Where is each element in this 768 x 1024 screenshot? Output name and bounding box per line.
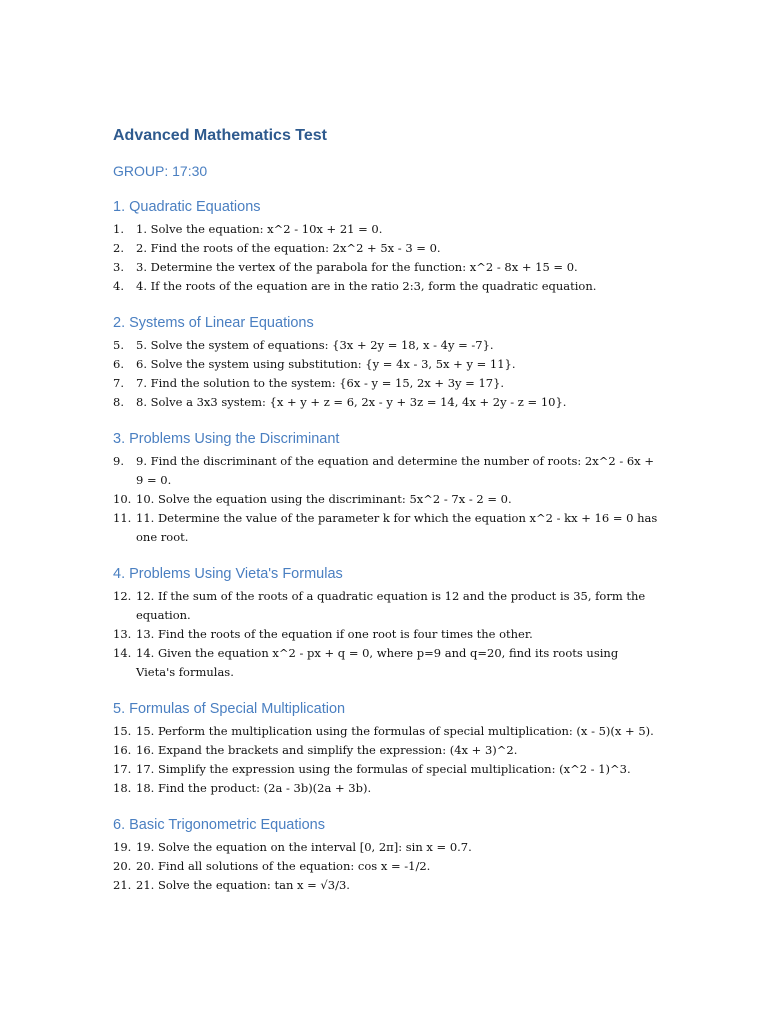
section	[113, 314, 658, 412]
question-text: 8. Solve a 3x3 system: {x + y + z = 6, 2x - y + 3z = 14, 4x + 2y - z = 10}.	[136, 395, 567, 409]
question-text: 19. Solve the equation on the interval [0, 2π]: sin x = 0.7.	[136, 840, 472, 854]
question-item	[113, 452, 658, 490]
question-text: 5. Solve the system of equations: {3x + 2y = 18, x - 4y = -7}.	[136, 338, 494, 352]
section-heading: 3. Problems Using the Discriminant	[113, 431, 340, 447]
question-text: 17. Simplify the expression using the formulas of special multiplication: (x^2 - 1)^3.	[136, 762, 631, 776]
section-heading: 1. Quadratic Equations	[113, 199, 261, 215]
section-heading: 6. Basic Trigonometric Equations	[113, 817, 325, 833]
group-label: GROUP: 17:30	[113, 163, 208, 179]
question-text: 18. Find the product: (2a - 3b)(2a + 3b).	[136, 781, 372, 795]
document-content	[113, 126, 658, 895]
question-item	[113, 779, 658, 798]
question-item	[113, 587, 658, 625]
question-item	[113, 393, 658, 412]
question-number: 11.	[113, 511, 132, 525]
question-text: 3. Determine the vertex of the parabola for the function: x^2 - 8x + 15 = 0.	[136, 260, 578, 274]
question-item	[113, 741, 658, 760]
question-item	[113, 857, 658, 876]
question-item	[113, 644, 658, 682]
question-number: 6.	[113, 357, 124, 371]
question-text: 13. Find the roots of the equation if one root is four times the other.	[136, 627, 533, 641]
question-number: 9.	[113, 454, 124, 468]
section-heading: 5. Formulas of Special Multiplication	[113, 701, 346, 717]
question-list	[113, 587, 658, 682]
question-item	[113, 374, 658, 393]
question-list	[113, 336, 658, 412]
question-text: 10. Solve the equation using the discriminant: 5x^2 - 7x - 2 = 0.	[136, 492, 512, 506]
question-text: 14. Given the equation x^2 - px + q = 0, where p=9 and q=20, find its roots using Vieta's formulas.	[136, 646, 619, 679]
section	[113, 816, 658, 895]
question-number: 5.	[113, 338, 124, 352]
section	[113, 198, 658, 296]
question-text: 15. Perform the multiplication using the formulas of special multiplication: (x - 5)(x + 5).	[136, 724, 654, 738]
question-text: 4. If the roots of the equation are in the ratio 2:3, form the quadratic equation.	[136, 279, 597, 293]
sections-container	[113, 198, 658, 895]
question-number: 8.	[113, 395, 124, 409]
question-list	[113, 722, 658, 798]
question-number: 20.	[113, 859, 132, 873]
question-item	[113, 490, 658, 509]
question-item	[113, 838, 658, 857]
question-text: 20. Find all solutions of the equation: cos x = -1/2.	[136, 859, 431, 873]
question-item	[113, 509, 658, 547]
question-item	[113, 355, 658, 374]
document-title: Advanced Mathematics Test	[113, 127, 327, 144]
section-heading: 4. Problems Using Vieta's Formulas	[113, 566, 343, 582]
question-number: 15.	[113, 724, 132, 738]
question-text: 21. Solve the equation: tan x = √3/3.	[136, 878, 350, 892]
question-number: 12.	[113, 589, 132, 603]
question-number: 10.	[113, 492, 132, 506]
question-number: 21.	[113, 878, 132, 892]
question-item	[113, 336, 658, 355]
question-item	[113, 277, 658, 296]
question-item	[113, 239, 658, 258]
question-text: 9. Find the discriminant of the equation and determine the number of roots: 2x^2 - 6x + 9 = 0.	[136, 454, 654, 487]
question-item	[113, 760, 658, 779]
question-item	[113, 722, 658, 741]
section	[113, 565, 658, 682]
section	[113, 430, 658, 547]
question-text: 11. Determine the value of the parameter k for which the equation x^2 - kx + 16 = 0 has one root.	[136, 511, 658, 544]
question-text: 12. If the sum of the roots of a quadratic equation is 12 and the product is 35, form the equation.	[136, 589, 646, 622]
question-number: 4.	[113, 279, 124, 293]
question-number: 7.	[113, 376, 124, 390]
section	[113, 700, 658, 798]
question-number: 19.	[113, 840, 132, 854]
question-text: 16. Expand the brackets and simplify the expression: (4x + 3)^2.	[136, 743, 518, 757]
question-number: 3.	[113, 260, 124, 274]
question-text: 2. Find the roots of the equation: 2x^2 + 5x - 3 = 0.	[136, 241, 441, 255]
question-number: 18.	[113, 781, 132, 795]
question-number: 13.	[113, 627, 132, 641]
section-heading: 2. Systems of Linear Equations	[113, 315, 314, 331]
question-number: 1.	[113, 222, 124, 236]
question-number: 16.	[113, 743, 132, 757]
question-item	[113, 625, 658, 644]
question-item	[113, 876, 658, 895]
question-number: 2.	[113, 241, 124, 255]
question-item	[113, 220, 658, 239]
question-text: 7. Find the solution to the system: {6x - y = 15, 2x + 3y = 17}.	[136, 376, 505, 390]
question-item	[113, 258, 658, 277]
question-list	[113, 220, 658, 296]
question-list	[113, 838, 658, 895]
question-number: 17.	[113, 762, 132, 776]
question-text: 1. Solve the equation: x^2 - 10x + 21 = 0.	[136, 222, 383, 236]
question-list	[113, 452, 658, 547]
question-number: 14.	[113, 646, 132, 660]
question-text: 6. Solve the system using substitution: {y = 4x - 3, 5x + y = 11}.	[136, 357, 516, 371]
